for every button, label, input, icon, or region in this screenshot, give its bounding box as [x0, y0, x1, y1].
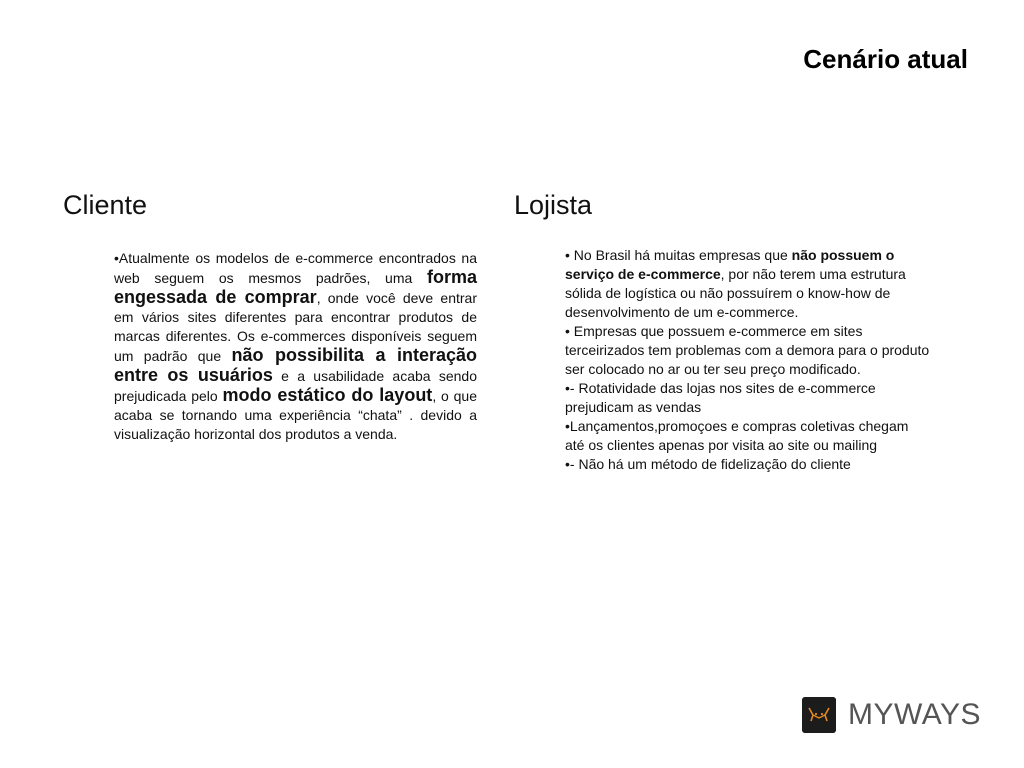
lojista-item-1 [565, 246, 930, 322]
cliente-emphasis-3: modo estático do layout [222, 385, 433, 405]
lojista-item-5: •- Não há um método de fidelização do cliente [565, 456, 851, 472]
lojista-list [565, 246, 930, 474]
myways-logo [802, 697, 981, 733]
cliente-text-1: •Atualmente os modelos de e-commerce encontrados na web seguem os mesmos padrões, uma [114, 250, 477, 286]
lojista-item-1-post: , por não terem uma estrutura sólida de logística ou não possuírem o know-how de desenvolvimento de um e-commerce. [565, 266, 906, 320]
cliente-text-2: , onde você deve entrar em vários sites diferentes para encontrar produtos de marcas diferentes. Os e-commerces disponíveis seguem um padrão que [114, 290, 477, 364]
slide-title: Cenário atual [803, 44, 968, 74]
lojista-item-4: •Lançamentos,promoçoes e compras coletivas chegam até os clientes apenas por visita ao site ou mailing [565, 418, 909, 453]
cliente-emphasis-1: forma engessada de comprar [114, 267, 477, 307]
lojista-item-1-bold: não possuem o serviço de e-commerce [565, 247, 895, 282]
cliente-text-4: , o que acaba se tornando uma experiência “chata” . devido a visualização horizontal dos produtos a venda. [114, 388, 477, 442]
fox-face-icon [802, 697, 836, 733]
lojista-item-1-pre: • No Brasil há muitas empresas que [565, 247, 792, 263]
cliente-heading: Cliente [63, 190, 148, 220]
lojista-heading: Lojista [514, 190, 593, 220]
cliente-paragraph [114, 249, 477, 444]
cliente-emphasis-2: não possibilita a interação entre os usuários [114, 345, 477, 385]
lojista-item-3: •- Rotatividade das lojas nos sites de e-commerce prejudicam as vendas [565, 380, 876, 415]
lojista-item-2: • Empresas que possuem e-commerce em sites terceirizados tem problemas com a demora para o produto ser colocado no ar ou ter seu preço modificado. [565, 323, 930, 377]
cliente-text-3: e a usabilidade acaba sendo prejudicada pelo [114, 368, 478, 404]
logo-wordmark: MYWAYS [848, 698, 982, 731]
